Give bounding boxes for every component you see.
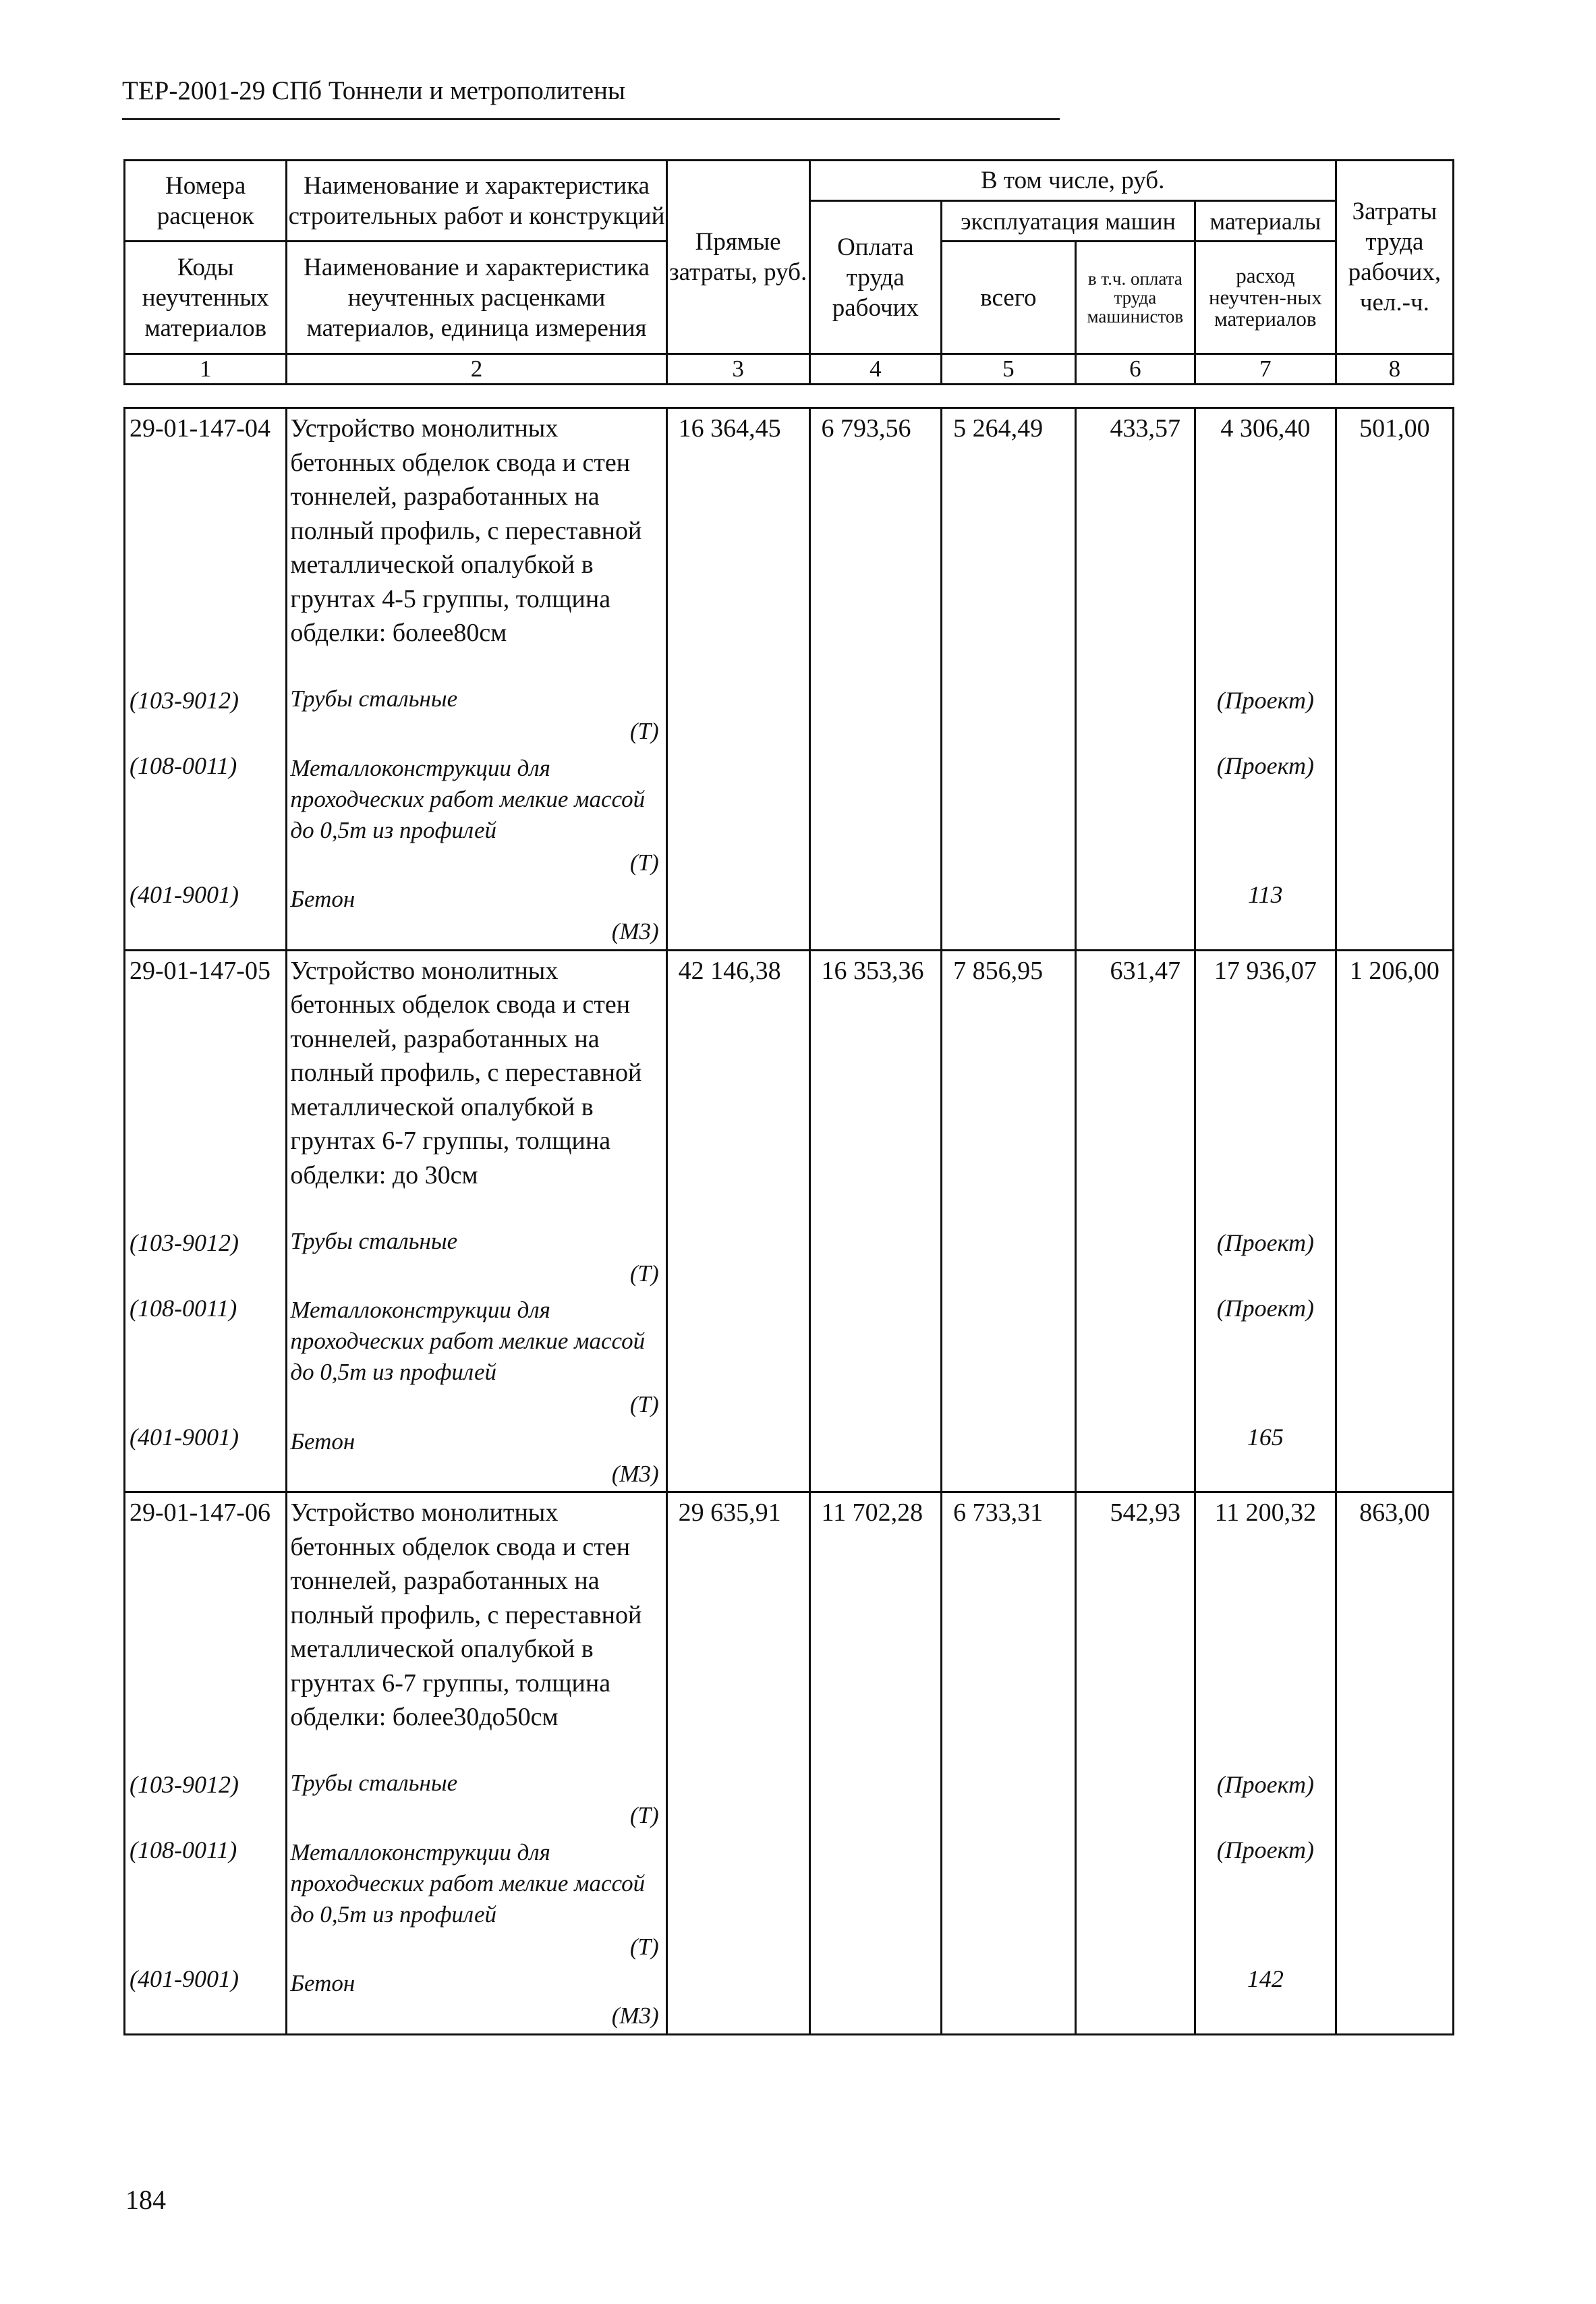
material-code: (108-0011): [130, 1294, 237, 1322]
material-name: Металлоконструкции для проходческих работ мелкие массой до 0,5т из профилей: [290, 1838, 646, 1928]
material-quantity: (Проект): [1216, 1294, 1315, 1322]
direct-costs: 29 635,91: [666, 1492, 809, 2035]
material-name: Бетон: [290, 886, 355, 912]
rate-title: Устройство монолитных бетонных обделок свода и стен тоннелей, разработанных на полный профиль, с переставной металлической опалубкой в грунтах 4-5 группы, толщина обделки: более80см: [290, 414, 642, 647]
header-number: 6: [1075, 354, 1195, 385]
materials-cost: 4 306,40: [1220, 414, 1311, 443]
direct-costs: 42 146,38: [666, 950, 809, 1492]
header-col1-top: Номера расценок: [125, 161, 287, 242]
rates-table: [123, 407, 1454, 2035]
material-code: (103-9012): [130, 1229, 239, 1256]
header-machines-group: эксплуатация машин: [942, 201, 1195, 242]
header-col3: Прямые затраты, руб.: [666, 161, 809, 354]
material-quantity: (Проект): [1216, 752, 1315, 779]
materials-cell: [1195, 950, 1336, 1492]
page-number: 184: [125, 2185, 166, 2215]
header-col8: Затраты труда рабочих, чел.-ч.: [1336, 161, 1453, 354]
material-unit: (Т): [629, 1391, 659, 1417]
material-quantity: 142: [1247, 1965, 1284, 1992]
material-unit: (М3): [611, 2002, 659, 2029]
material-code: (103-9012): [130, 1771, 239, 1798]
material-unit: (Т): [629, 1260, 659, 1287]
material-unit: (Т): [629, 1802, 659, 1828]
material-code: (108-0011): [130, 1836, 237, 1863]
material-unit: (Т): [629, 718, 659, 744]
header-number: 2: [287, 354, 666, 385]
direct-costs: 16 364,45: [666, 408, 809, 951]
rate-code: 29-01-147-05: [130, 956, 270, 985]
header-col6: в т.ч. оплата труда машинистов: [1075, 242, 1195, 354]
materials-cell: [1195, 1492, 1336, 2035]
page-header: ТЕР-2001-29 СПб Тоннели и метрополитены: [122, 76, 626, 105]
table-row: [125, 950, 1454, 1492]
rate-code-cell: [125, 950, 287, 1492]
material-name: Трубы стальные: [290, 685, 458, 712]
material-unit: (М3): [611, 1460, 659, 1487]
material-code: (401-9001): [130, 881, 239, 908]
table-row: [125, 408, 1454, 951]
material-quantity: 113: [1248, 881, 1283, 908]
table-row: [125, 1492, 1454, 2035]
material-name: Металлоконструкции для проходческих работ мелкие массой до 0,5т из профилей: [290, 1297, 646, 1385]
labor-hours: 863,00: [1336, 1492, 1453, 2035]
header-col1-bottom: Коды неучтенных материалов: [125, 242, 287, 354]
header-rule: [122, 118, 1060, 120]
rate-title: Устройство монолитных бетонных обделок свода и стен тоннелей, разработанных на полный профиль, с переставной металлической опалубкой в грунтах 6-7 группы, толщина обделки: более30до50см: [290, 1498, 642, 1731]
rate-code-cell: [125, 1492, 287, 2035]
material-name: Металлоконструкции для проходческих работ мелкие массой до 0,5т из профилей: [290, 754, 646, 843]
header-number: 4: [809, 354, 942, 385]
material-quantity: (Проект): [1216, 1229, 1315, 1256]
header-col5: всего: [942, 242, 1076, 354]
machines-total: 7 856,95: [942, 950, 1076, 1492]
material-code: (401-9001): [130, 1965, 239, 1992]
rate-description-cell: [287, 408, 666, 951]
header-number: 7: [1195, 354, 1336, 385]
material-quantity: (Проект): [1216, 1771, 1315, 1798]
material-name: Бетон: [290, 1428, 355, 1455]
material-quantity: 165: [1247, 1423, 1284, 1451]
header-col2-bottom: Наименование и характеристика неучтенных расценками материалов, единица измерения: [287, 242, 666, 354]
labor-pay: 11 702,28: [809, 1492, 942, 2035]
material-unit: (Т): [629, 849, 659, 876]
rate-description-cell: [287, 950, 666, 1492]
rate-description-cell: [287, 1492, 666, 2035]
operators-pay: 433,57: [1075, 408, 1195, 951]
operators-pay: 542,93: [1075, 1492, 1195, 2035]
table-header: [123, 159, 1454, 385]
machines-total: 5 264,49: [942, 408, 1076, 951]
header-number: 8: [1336, 354, 1453, 385]
material-code: (103-9012): [130, 687, 239, 714]
material-unit: (Т): [629, 1933, 659, 1960]
header-col7: расход неучтен-ных материалов: [1195, 242, 1336, 354]
header-materials-group: материалы: [1195, 201, 1336, 242]
labor-hours: 1 206,00: [1336, 950, 1453, 1492]
rate-code: 29-01-147-06: [130, 1498, 270, 1527]
material-quantity: (Проект): [1216, 687, 1315, 714]
header-col2-top: Наименование и характеристика строительных работ и конструкций: [287, 161, 666, 242]
rate-title: Устройство монолитных бетонных обделок свода и стен тоннелей, разработанных на полный профиль, с переставной металлической опалубкой в грунтах 6-7 группы, толщина обделки: до 30см: [290, 956, 642, 1189]
machines-total: 6 733,31: [942, 1492, 1076, 2035]
material-unit: (М3): [611, 918, 659, 945]
labor-hours: 501,00: [1336, 408, 1453, 951]
header-group-including: В том числе, руб.: [809, 161, 1336, 201]
header-number: 1: [125, 354, 287, 385]
material-quantity: (Проект): [1216, 1836, 1315, 1863]
materials-cost: 11 200,32: [1214, 1498, 1317, 1527]
materials-cost: 17 936,07: [1214, 956, 1317, 985]
rate-code-cell: [125, 408, 287, 951]
labor-pay: 16 353,36: [809, 950, 942, 1492]
material-code: (401-9001): [130, 1423, 239, 1451]
material-name: Бетон: [290, 1970, 355, 1996]
material-name: Трубы стальные: [290, 1770, 458, 1796]
header-number: 5: [942, 354, 1076, 385]
material-name: Трубы стальные: [290, 1227, 458, 1254]
materials-cell: [1195, 408, 1336, 951]
header-col4: Оплата труда рабочих: [809, 201, 942, 354]
operators-pay: 631,47: [1075, 950, 1195, 1492]
rate-code: 29-01-147-04: [130, 414, 270, 443]
labor-pay: 6 793,56: [809, 408, 942, 951]
header-number: 3: [666, 354, 809, 385]
material-code: (108-0011): [130, 752, 237, 779]
